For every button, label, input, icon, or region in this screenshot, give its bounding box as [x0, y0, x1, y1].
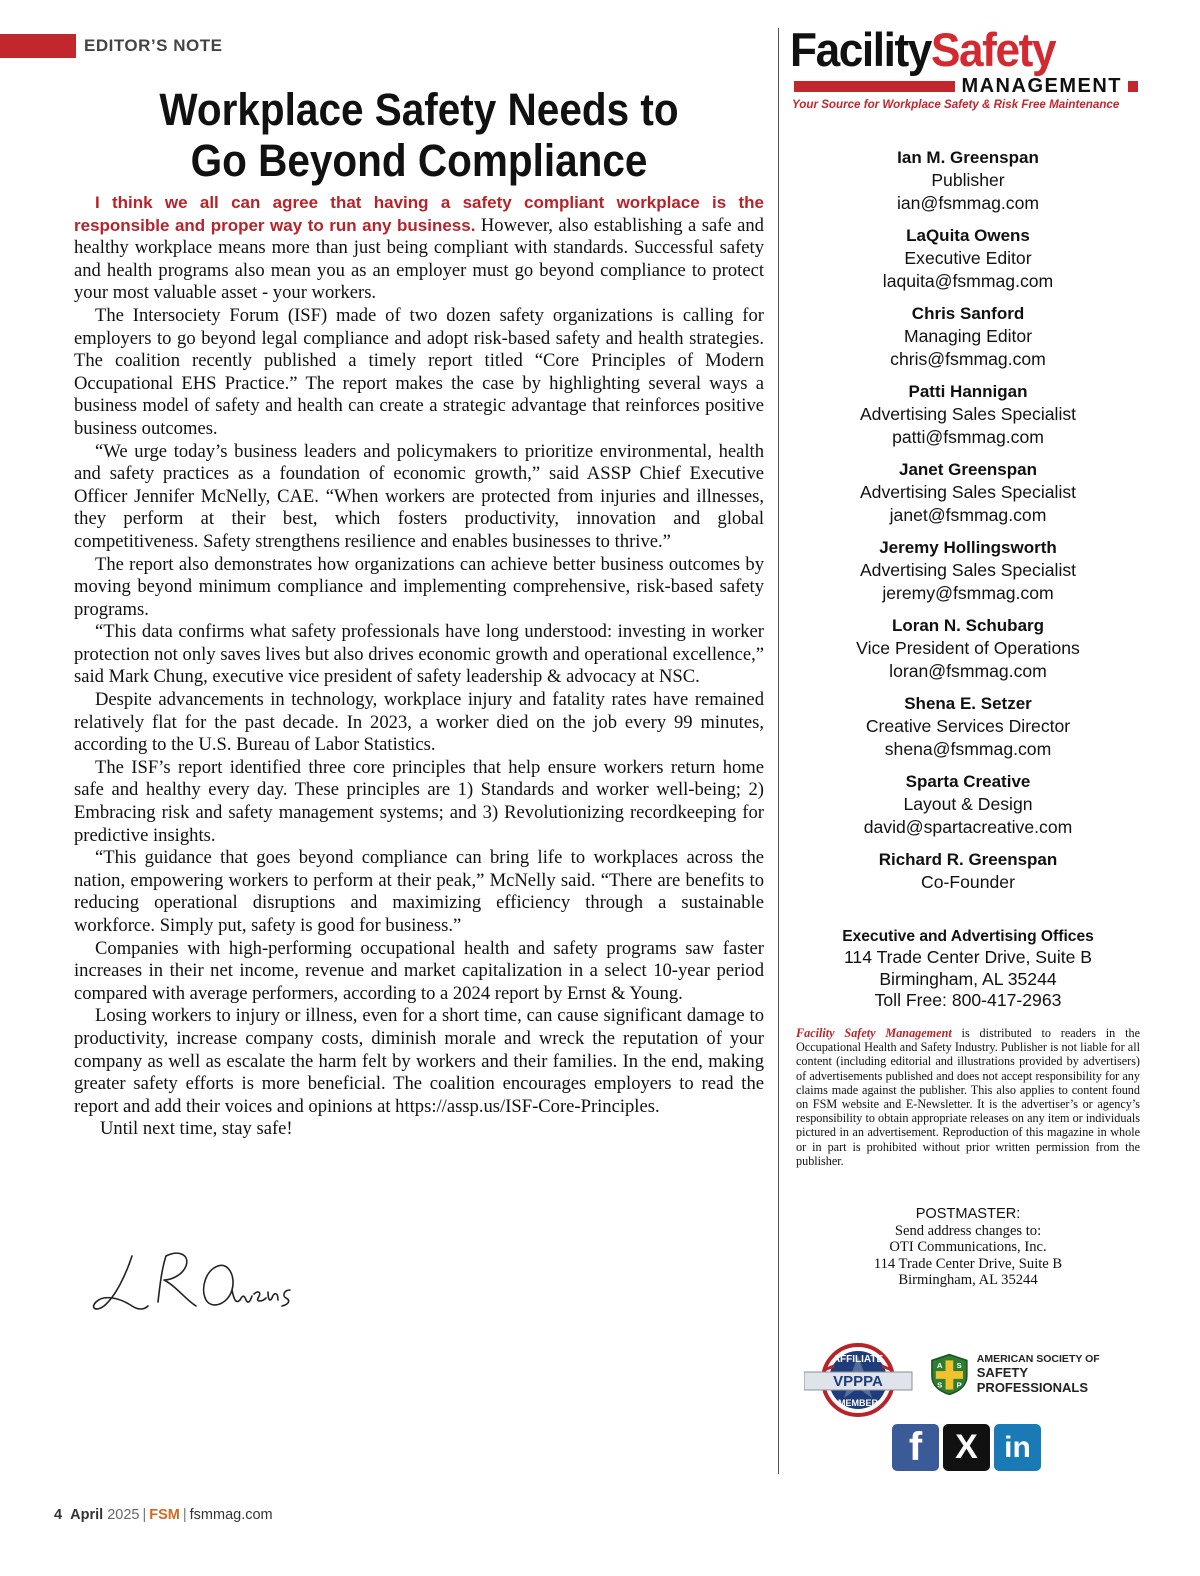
staff-email[interactable]: laquita@fsmmag.com [882, 270, 1054, 291]
footer-brand: FSM [149, 1507, 180, 1523]
editor-signature [86, 1244, 302, 1324]
x-twitter-icon[interactable]: X [943, 1424, 990, 1471]
article-signoff: Until next time, stay safe! [100, 1118, 293, 1140]
staff-entry [790, 224, 1146, 292]
vpppa-top-text: AFFILIATE [832, 1354, 884, 1365]
staff-email[interactable]: shena@fsmmag.com [884, 738, 1052, 759]
section-label: EDITOR’S NOTE [84, 36, 223, 55]
staff-entry [790, 536, 1146, 604]
staff-role: Publisher [931, 170, 1005, 190]
article-lead: I think we all can agree that having a safety compliant workplace is the responsible and proper way to run any business. [74, 193, 764, 235]
staff-entry [790, 302, 1146, 370]
article-paragraph: “We urge today’s business leaders and policymakers to prioritize environmental, health and safety practices as a foundation of economic growth,” said ASSP Chief Executive Officer Jennifer McNelly, CAE. “When workers are protected from injuries and illnesses, they perform at their best, which fosters productivity, innovation and global competitiveness. Safety strengthens resilience and enables businesses to thrive.” [74, 440, 764, 552]
article-paragraph: The ISF’s report identified three core principles that help ensure workers return home safe and healthy every day. These principles are 1) Standards and worker well-being; 2) Embracing risk and safety management systems; and 3) Revolutionizing recordkeeping for predictive insights. [74, 756, 764, 846]
footer-year: 2025 [107, 1507, 140, 1523]
staff-entry [790, 614, 1146, 682]
footer-separator: | [142, 1507, 147, 1523]
staff-entry [790, 146, 1146, 214]
staff-name: Janet Greenspan [899, 460, 1037, 479]
masthead-subtitle-text: MANAGEMENT [961, 75, 1122, 97]
section-accent-bar [0, 34, 76, 58]
postmaster-block [796, 1206, 1140, 1288]
vpppa-mid-text: VPPPA [833, 1373, 883, 1390]
staff-name: Patti Hannigan [908, 382, 1028, 401]
assp-logo [928, 1352, 1138, 1396]
social-links [892, 1424, 1042, 1472]
staff-name: Chris Sanford [911, 304, 1025, 323]
headline-line-2: Go Beyond Compliance [190, 135, 648, 186]
staff-role: Co-Founder [921, 872, 1015, 892]
staff-name: Sparta Creative [905, 772, 1031, 791]
staff-directory [790, 146, 1146, 904]
staff-entry [790, 458, 1146, 526]
linkedin-icon[interactable]: in [994, 1424, 1041, 1471]
staff-name: Ian M. Greenspan [897, 148, 1039, 167]
masthead-rule-right [1128, 81, 1138, 92]
article-paragraph [74, 192, 764, 305]
staff-email[interactable]: jeremy@fsmmag.com [882, 582, 1054, 603]
page-footer [54, 1507, 273, 1523]
staff-email[interactable]: loran@fsmmag.com [889, 660, 1047, 681]
article-paragraph: “This data confirms what safety professionals have long understood: investing in worker protection not only saves lives but also drives economic growth and operational excellence,” said Mark Chung, executive vice president of safety leadership & advocacy at NSC. [74, 621, 764, 688]
staff-entry [790, 848, 1146, 894]
offices-block [790, 926, 1146, 1012]
staff-email[interactable]: david@spartacreative.com [863, 816, 1073, 837]
staff-role: Layout & Design [903, 794, 1033, 814]
assp-letter: S [956, 1361, 962, 1371]
staff-entry [790, 770, 1146, 838]
article-paragraph: The report also demonstrates how organizations can achieve better business outcomes by moving beyond minimum compliance and implementing comprehensive, risk-based safety programs. [74, 553, 764, 620]
footer-separator: | [182, 1507, 187, 1523]
masthead-subtitle [794, 75, 1138, 97]
publisher-disclaimer [796, 1026, 1140, 1168]
article-paragraph: Companies with high-performing occupational health and safety programs saw faster increases in their net income, revenue and market capitalization in a select 10-year period compared with average performers, according to a 2024 report by Ernst & Young. [74, 937, 764, 1004]
masthead-title: FacilitySafety [790, 23, 1056, 76]
assp-line-1: AMERICAN SOCIETY OF [976, 1353, 1100, 1365]
assp-line-2: SAFETY PROFESSIONALS [976, 1365, 1089, 1395]
staff-email[interactable]: chris@fsmmag.com [890, 348, 1046, 369]
footer-site[interactable]: fsmmag.com [189, 1507, 273, 1523]
masthead-tagline: Your Source for Workplace Safety & Risk Free Maintenance [792, 98, 1120, 111]
masthead-rule-left [794, 81, 955, 92]
masthead-logo [790, 23, 1146, 114]
postmaster-line-1: Send address changes to: [894, 1223, 1042, 1239]
staff-name: Loran N. Schubarg [891, 616, 1045, 635]
article-paragraph: Despite advancements in technology, workplace injury and fatality rates have remained relatively flat for the past decade. In 2023, a worker died on the job every 99 minutes, according to the U.S. Bureau of Labor Statistics. [74, 689, 764, 756]
disclaimer-text: is distributed to readers in the Occupational Health and Safety Industry. Publisher is not liable for all content (including editorial and illustrations provided by advertisers) of advertisements published and does not accept responsibility for any claims made against the publisher. This also applies to content found on FSM website and E-Newsletter. It is the advertiser’s or agency’s responsibility to obtain appropriate releases on any item or individuals pictured in an advertisement. Reproduction of this magazine in whole or in part is prohibited without prior written permission from the publisher. [796, 1026, 1140, 1168]
facebook-icon[interactable]: f [892, 1424, 939, 1471]
staff-role: Advertising Sales Specialist [859, 560, 1077, 580]
staff-name: Richard R. Greenspan [878, 850, 1058, 869]
staff-email[interactable]: ian@fsmmag.com [896, 192, 1040, 213]
offices-address-line-1: 114 Trade Center Drive, Suite B [843, 947, 1093, 967]
staff-role: Advertising Sales Specialist [859, 404, 1077, 424]
staff-role: Managing Editor [903, 326, 1033, 346]
headline-line-1: Workplace Safety Needs to [159, 84, 679, 135]
assp-shield-icon [928, 1352, 971, 1396]
staff-email[interactable]: patti@fsmmag.com [892, 426, 1044, 447]
staff-entry [790, 380, 1146, 448]
staff-name: Shena E. Setzer [904, 694, 1032, 713]
postmaster-heading: POSTMASTER: [915, 1206, 1021, 1222]
vpppa-affiliate-badge [804, 1340, 916, 1420]
offices-heading: Executive and Advertising Offices [842, 928, 1094, 945]
postmaster-line-2: OTI Communications, Inc. [889, 1239, 1047, 1256]
staff-role: Creative Services Director [865, 716, 1071, 736]
article-paragraph: Losing workers to injury or illness, even for a short time, can cause significant damage to productivity, increase company costs, diminish morale and wreck the reputation of your company as well as escalate the harm felt by workers and their families. In the end, making greater safety efforts is more beneficial. The coalition encourages employers to read the report and add their voices and opinions at https://assp.us/ISF-Core-Principles. [74, 1005, 764, 1117]
footer-month: April [70, 1507, 104, 1523]
assp-letter: P [956, 1380, 962, 1390]
staff-name: LaQuita Owens [906, 226, 1030, 245]
vpppa-bottom-text: MEMBER [838, 1398, 878, 1408]
staff-entry [790, 692, 1146, 760]
article-paragraph: “This guidance that goes beyond compliance can bring life to workplaces across the nation, empowering workers to perform at their peak,” McNelly said. “There are benefits to reducing operational disruptions and maximizing efficiency through a sustainable workforce. Simply put, safety is good for business.” [74, 847, 764, 936]
article-lead-rest: However, also establishing a safe and healthy workplace means more than just being compliant with standards. Successful safety and health programs also mean you as an employer must go beyond compliance to protect your most valuable asset - your workers. [74, 214, 764, 304]
article-body [74, 192, 764, 1141]
postmaster-line-3: 114 Trade Center Drive, Suite B [873, 1255, 1063, 1272]
article-paragraph: The Intersociety Forum (ISF) made of two dozen safety organizations is calling for employers to go beyond legal compliance and adopt risk-based safety and health strategies. The coalition recently published a timely report titled “Core Principles of Modern Occupational EHS Practice.” The report makes the case by highlighting several ways a business model of safety and health can create a strategic advantage that reinforces positive business outcomes. [74, 304, 764, 439]
staff-name: Jeremy Hollingsworth [879, 538, 1057, 557]
offices-phone: Toll Free: 800-417-2963 [874, 990, 1062, 1010]
staff-role: Executive Editor [904, 248, 1032, 268]
staff-email[interactable]: janet@fsmmag.com [889, 504, 1047, 525]
disclaimer-publication-name: Facility Safety Management [796, 1026, 952, 1040]
page-number: 4 [54, 1507, 63, 1523]
assp-text [977, 1353, 1138, 1395]
assp-letter: S [937, 1380, 943, 1390]
postmaster-line-4: Birmingham, AL 35244 [898, 1271, 1038, 1288]
article-headline [109, 84, 730, 186]
staff-role: Advertising Sales Specialist [859, 482, 1077, 502]
offices-address-line-2: Birmingham, AL 35244 [879, 968, 1057, 989]
staff-role: Vice President of Operations [856, 638, 1080, 658]
assp-letter: A [936, 1361, 943, 1371]
column-divider [778, 28, 779, 1474]
